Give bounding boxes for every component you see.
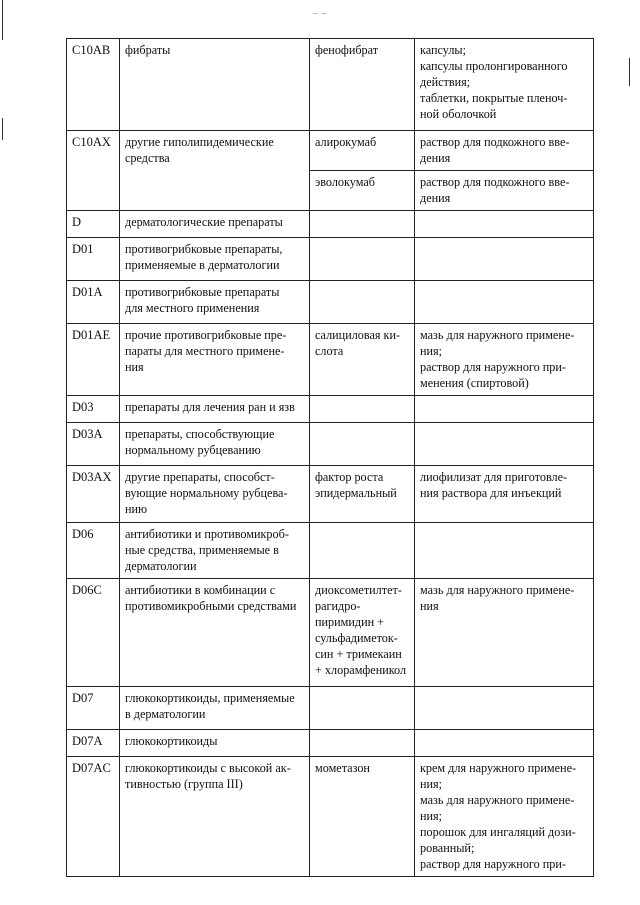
group-name-cell [120, 423, 310, 466]
substance-name-cell-line: слота [315, 344, 344, 358]
substance-name-cell-line: эпидермальный [315, 486, 397, 500]
table-body [67, 39, 594, 877]
dosage-form-cell [415, 466, 594, 523]
substance-name-cell-line: алирокумаб [315, 135, 377, 149]
atc-code-cell: C10AB [67, 39, 120, 131]
substance-name-cell [310, 396, 415, 423]
group-name-cell-line: противогрибковые препараты [125, 285, 280, 299]
group-name-cell-line: дерматологии [125, 559, 197, 573]
dosage-form-cell-line: раствор для наружного при- [420, 857, 566, 871]
group-name-cell-line: тивностью (группа III) [125, 777, 243, 791]
dosage-form-cell-line: мазь для наружного примене- [420, 328, 575, 342]
dosage-form-cell-line: крем для наружного примене- [420, 761, 577, 775]
substance-name-cell [310, 131, 415, 171]
group-name-cell [120, 131, 310, 211]
dosage-form-cell [415, 396, 594, 423]
substance-name-cell [310, 687, 415, 730]
group-name-cell-line: глюкокортикоиды [125, 734, 218, 748]
group-name-cell-line: препараты для лечения ран и язв [125, 400, 295, 414]
atc-code-cell: D03A [67, 423, 120, 466]
dosage-form-cell-line: действия; [420, 75, 471, 89]
dosage-form-cell-line: дения [420, 191, 451, 205]
dosage-form-cell [415, 39, 594, 131]
group-name-cell-line: прочие противогрибковые пре- [125, 328, 287, 342]
atc-code-cell: D07AC [67, 757, 120, 877]
group-name-cell [120, 730, 310, 757]
dosage-form-cell [415, 579, 594, 687]
atc-code-cell: D07 [67, 687, 120, 730]
group-name-cell-line: антибиотики и противомикроб- [125, 527, 289, 541]
dosage-form-cell [415, 730, 594, 757]
group-name-cell-line: дерматологические препараты [125, 215, 283, 229]
atc-code-cell: D06C [67, 579, 120, 687]
substance-name-cell-line: эволокумаб [315, 175, 375, 189]
group-name-cell-line: препараты, способствующие [125, 427, 275, 441]
substance-name-cell [310, 579, 415, 687]
group-name-cell-line: параты для местного примене- [125, 344, 285, 358]
group-name-cell-line: в дерматологии [125, 707, 206, 721]
table-row [67, 687, 594, 730]
group-name-cell-line: ные средства, применяемые в [125, 543, 279, 557]
table-row [67, 238, 594, 281]
page-number: – – [312, 8, 328, 18]
dosage-form-cell [415, 423, 594, 466]
group-name-cell-line: нию [125, 502, 148, 516]
substance-name-cell-line: + хлорамфеникол [315, 663, 407, 677]
dosage-form-cell [415, 238, 594, 281]
group-name-cell [120, 238, 310, 281]
group-name-cell-line: вующие нормальному рубцева- [125, 486, 288, 500]
atc-code-cell: D03 [67, 396, 120, 423]
dosage-form-cell-line: таблетки, покрытые пленоч- [420, 91, 568, 105]
scan-edge-mark [2, 118, 3, 140]
dosage-form-cell [415, 131, 594, 171]
dosage-form-cell-line: капсулы пролонгированного [420, 59, 568, 73]
dosage-form-cell-line: мазь для наружного примене- [420, 793, 575, 807]
substance-name-cell [310, 757, 415, 877]
table-row [67, 281, 594, 324]
table-row [67, 324, 594, 396]
table-row [67, 757, 594, 877]
table-row [67, 423, 594, 466]
atc-code-cell: D03AX [67, 466, 120, 523]
atc-code-cell: D07A [67, 730, 120, 757]
substance-name-cell-line: салициловая ки- [315, 328, 401, 342]
substance-name-cell [310, 238, 415, 281]
dosage-form-cell-line: ной оболочкой [420, 107, 497, 121]
substance-name-cell [310, 211, 415, 238]
atc-drug-table [66, 38, 594, 877]
table-row [67, 579, 594, 687]
dosage-form-cell-line: порошок для ингаляций дози- [420, 825, 576, 839]
dosage-form-cell-line: раствор для наружного при- [420, 360, 566, 374]
group-name-cell [120, 281, 310, 324]
table-row [67, 131, 594, 171]
dosage-form-cell [415, 211, 594, 238]
dosage-form-cell-line: раствор для подкожного вве- [420, 135, 570, 149]
substance-name-cell-line: син + тримекаин [315, 647, 402, 661]
dosage-form-cell [415, 523, 594, 579]
substance-name-cell [310, 730, 415, 757]
table-row [67, 466, 594, 523]
dosage-form-cell [415, 687, 594, 730]
table-row [67, 396, 594, 423]
group-name-cell-line: противогрибковые препараты, [125, 242, 283, 256]
group-name-cell [120, 523, 310, 579]
substance-name-cell [310, 171, 415, 211]
atc-code-cell: D01AE [67, 324, 120, 396]
dosage-form-cell-line: раствор для подкожного вве- [420, 175, 570, 189]
dosage-form-cell-line: дения [420, 151, 451, 165]
atc-code-cell: C10AX [67, 131, 120, 211]
dosage-form-cell-line: рованный; [420, 841, 475, 855]
atc-code-cell: D01 [67, 238, 120, 281]
group-name-cell-line: фибраты [125, 43, 171, 57]
substance-name-cell-line: мометазон [315, 761, 370, 775]
dosage-form-cell [415, 757, 594, 877]
substance-name-cell [310, 39, 415, 131]
scan-edge-mark [2, 0, 3, 40]
group-name-cell-line: глюкокортикоиды, применяемые [125, 691, 295, 705]
dosage-form-cell-line: мазь для наружного примене- [420, 583, 575, 597]
group-name-cell-line: другие гиполипидемические [125, 135, 274, 149]
atc-code-cell: D01A [67, 281, 120, 324]
dosage-form-cell-line: ния; [420, 344, 443, 358]
dosage-form-cell-line: ния; [420, 777, 443, 791]
group-name-cell-line: противомикробными средствами [125, 599, 297, 613]
dosage-form-cell-line: лиофилизат для приготовле- [420, 470, 568, 484]
group-name-cell [120, 466, 310, 523]
group-name-cell-line: применяемые в дерматологии [125, 258, 280, 272]
atc-code-cell: D06 [67, 523, 120, 579]
substance-name-cell-line: пиримидин + [315, 615, 385, 629]
table-row [67, 730, 594, 757]
atc-code-cell: D [67, 211, 120, 238]
substance-name-cell-line: фактор роста [315, 470, 384, 484]
group-name-cell [120, 211, 310, 238]
substance-name-cell [310, 523, 415, 579]
substance-name-cell [310, 324, 415, 396]
substance-name-cell-line: рагидро- [315, 599, 361, 613]
dosage-form-cell-line: ния [420, 599, 439, 613]
group-name-cell [120, 687, 310, 730]
group-name-cell-line: средства [125, 151, 170, 165]
group-name-cell-line: для местного применения [125, 301, 260, 315]
substance-name-cell-line: сульфадиметок- [315, 631, 398, 645]
group-name-cell-line: другие препараты, способст- [125, 470, 275, 484]
dosage-form-cell-line: капсулы; [420, 43, 466, 57]
dosage-form-cell [415, 324, 594, 396]
table-row [67, 39, 594, 131]
group-name-cell-line: глюкокортикоиды с высокой ак- [125, 761, 291, 775]
group-name-cell [120, 39, 310, 131]
group-name-cell-line: ния [125, 360, 144, 374]
group-name-cell [120, 579, 310, 687]
substance-name-cell [310, 466, 415, 523]
substance-name-cell-line: диоксометилтет- [315, 583, 402, 597]
substance-name-cell-line: фенофибрат [315, 43, 379, 57]
substance-name-cell [310, 423, 415, 466]
dosage-form-cell-line: ния; [420, 809, 443, 823]
substance-name-cell [310, 281, 415, 324]
dosage-form-cell [415, 281, 594, 324]
group-name-cell-line: нормальному рубцеванию [125, 443, 261, 457]
dosage-form-cell-line: ния раствора для инъекций [420, 486, 562, 500]
group-name-cell [120, 324, 310, 396]
scan-edge-mark [629, 58, 630, 86]
dosage-form-cell [415, 171, 594, 211]
table-row [67, 523, 594, 579]
dosage-form-cell-line: менения (спиртовой) [420, 376, 529, 390]
group-name-cell [120, 757, 310, 877]
table-row [67, 211, 594, 238]
group-name-cell-line: антибиотики в комбинации с [125, 583, 276, 597]
group-name-cell [120, 396, 310, 423]
